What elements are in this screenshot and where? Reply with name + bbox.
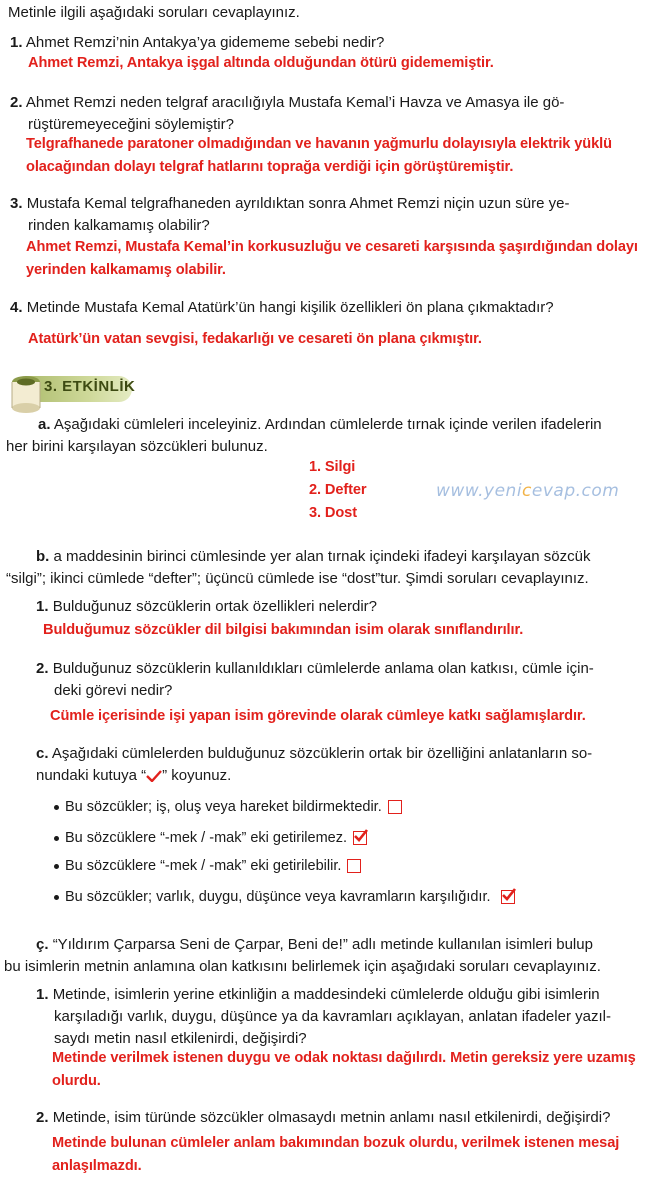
item-text-cont: her birini karşılayan sözcükleri bulunuz. (6, 438, 268, 455)
item-text: a maddesinin birinci cümlesinde yer alan tırnak içindeki ifadeyi karşılayan sözcük (53, 548, 591, 565)
question-text: Ahmet Remzi’nin Antakya’ya gidememe sebebi nedir? (25, 34, 385, 51)
b-answer-1 (43, 619, 523, 642)
item-letter: b. (36, 548, 50, 565)
question-text-cont: rinden kalkamamış olabilir? (28, 217, 210, 234)
answer-line: olurdu. (52, 1073, 101, 1089)
question-text: Mustafa Kemal telgrafhaneden ayrıldıktan sonra Ahmet Remzi niçin uzun süre ye- (26, 195, 570, 212)
question-number: 1. (10, 34, 23, 51)
activity-label: 3. ETKİNLİK (44, 378, 136, 395)
watermark (436, 481, 619, 501)
answer-1 (28, 52, 494, 75)
item-text: Aşağıdaki cümleleri inceleyiniz. Ardından cümlelerde tırnak içinde verilen ifadelerin (53, 416, 602, 433)
answer-line: Ahmet Remzi, Antakya işgal altında olduğundan ötürü gidememiştir. (28, 55, 494, 71)
question-number: 4. (10, 299, 23, 316)
c-option-1 (54, 796, 402, 818)
item-text: “Yıldırım Çarparsa Seni de Çarpar, Beni de!” adlı metinde kullanılan isimleri bulup (52, 936, 593, 953)
intro-text: Metinle ilgili aşağıdaki soruları cevaplayınız. (8, 4, 300, 21)
question-1 (10, 32, 384, 54)
answer-line: Atatürk’ün vatan sevgisi, fedakarlığı ve cesareti ön plana çıkmıştır. (28, 331, 482, 347)
answer-3 (26, 236, 638, 282)
question-text: Metinde, isimlerin yerine etkinliğin a maddesindeki cümlelerde olduğu gibi isimlerin (52, 986, 600, 1003)
question-number: 2. (10, 94, 23, 111)
option-text: Bu sözcüklere “-mek / -mak” eki getirilemez. (65, 830, 348, 846)
item-text-cont: “silgi”; ikinci cümlede “defter”; üçüncü cümlede ise “dost”tur. Şimdi soruları cevaplayınız. (6, 570, 589, 587)
cc-answer-2 (52, 1132, 619, 1178)
answer-item: 2. Defter (309, 482, 367, 498)
option-text: Bu sözcükler; iş, oluş veya hareket bildirmektedir. (65, 799, 382, 815)
item-letter: a. (38, 416, 51, 433)
item-text-end: ” koyunuz. (162, 767, 232, 784)
question-text-cont: karşıladığı varlık, duygu, düşünce ya da kavramları açıklayan, anlatan ifadeler yazıl- (54, 1008, 611, 1025)
c-option-3 (54, 855, 361, 877)
answer-line: Ahmet Remzi, Mustafa Kemal’in korkusuzluğu ve cesareti karşısında şaşırdığından dolayı (26, 239, 638, 255)
question-2 (10, 92, 650, 136)
bullet-icon (54, 805, 59, 810)
answer-line: Telgrafhanede paratoner olmadığından ve havanın yağmurlu dolayısıyla elektrik yüklü (26, 136, 612, 152)
watermark-post: evap.com (531, 481, 620, 501)
option-text: Bu sözcüklere “-mek / -mak” eki getirilebilir. (65, 858, 342, 874)
question-text-cont: rüştüremeyeceğini söylemiştir? (28, 116, 234, 133)
answer-line: yerinden kalkamamış olabilir. (26, 262, 226, 278)
answer-line: olacağından dolayı telgraf hatlarını toprağa verdiği için görüştüremiştir. (26, 159, 514, 175)
answer-line: Metinde bulunan cümleler anlam bakımından bozuk olurdu, verilmek istenen mesaj (52, 1135, 620, 1151)
checkbox-checked[interactable] (353, 831, 367, 845)
activity-c (36, 743, 656, 787)
answer-4 (28, 328, 482, 351)
bullet-icon (54, 836, 59, 841)
activity-badge (6, 370, 154, 414)
c-option-4 (54, 886, 515, 908)
checkmark-icon (146, 770, 162, 782)
item-text: Aşağıdaki cümlelerden bulduğunuz sözcüklerin ortak bir özelliğini anlatanların so- (51, 745, 593, 762)
question-text-cont: saydı metin nasıl etkilenirdi, değişirdi? (54, 1030, 307, 1047)
checkmark-icon (501, 887, 517, 903)
checkmark-icon (353, 828, 369, 844)
question-number: 1. (36, 986, 49, 1003)
bullet-icon (54, 864, 59, 869)
answer-item: 1. Silgi (309, 459, 356, 475)
watermark-hi: c (522, 481, 532, 501)
checkbox-unchecked[interactable] (388, 800, 402, 814)
question-number: 3. (10, 195, 23, 212)
bullet-icon (54, 895, 59, 900)
answer-2 (26, 133, 612, 179)
answer-line: Bulduğumuz sözcükler dil bilgisi bakımından isim olarak sınıflandırılır. (43, 622, 524, 638)
item-text-cont: nundaki kutuya “ (36, 767, 147, 784)
question-number: 2. (36, 660, 49, 677)
checkbox-unchecked[interactable] (347, 859, 361, 873)
cc-answer-1 (52, 1047, 636, 1093)
question-text: Metinde, isim türünde sözcükler olmasaydı metnin anlamı nasıl etkilenirdi, değişirdi? (52, 1109, 611, 1126)
question-text-cont: deki görevi nedir? (54, 682, 173, 699)
b-question-1 (36, 596, 377, 618)
answer-line: Metinde verilmek istenen duygu ve odak noktası dağılırdı. Metin gereksiz yere uzamış (52, 1050, 636, 1066)
question-number: 1. (36, 598, 49, 615)
answer-item: 3. Dost (309, 505, 357, 521)
c-option-2 (54, 827, 367, 849)
checkbox-checked[interactable] (501, 890, 515, 904)
cc-question-1 (36, 984, 656, 1050)
watermark-pre: www.yeni (436, 481, 523, 501)
item-letter: ç. (36, 936, 49, 953)
question-text: Metinde Mustafa Kemal Atatürk’ün hangi kişilik özellikleri ön plana çıkmaktadır? (26, 299, 554, 316)
answer-line: Cümle içerisinde işi yapan isim görevinde olarak cümleye katkı sağlamışlardır. (50, 708, 586, 724)
question-3 (10, 193, 650, 237)
cc-question-2 (36, 1107, 610, 1129)
b-question-2 (36, 658, 656, 702)
option-text: Bu sözcükler; varlık, duygu, düşünce veya kavramların karşılığıdır. (65, 889, 491, 905)
activity-a (6, 414, 656, 458)
question-number: 2. (36, 1109, 49, 1126)
activity-cc (4, 934, 659, 978)
answer-line: anlaşılmazdı. (52, 1158, 142, 1174)
item-text-cont: bu isimlerin metnin anlamına olan katkısını belirlemek için aşağıdaki soruları cevaplayınız. (4, 958, 601, 975)
question-text: Bulduğunuz sözcüklerin kullanıldıkları cümlelerde anlama olan katkısı, cümle için- (52, 660, 594, 677)
question-text: Bulduğunuz sözcüklerin ortak özellikleri nelerdir? (52, 598, 378, 615)
item-letter: c. (36, 745, 49, 762)
question-text: Ahmet Remzi neden telgraf aracılığıyla Mustafa Kemal’i Havza ve Amasya ile gö- (25, 94, 565, 111)
b-answer-2 (50, 705, 586, 728)
activity-b (6, 546, 656, 590)
question-4 (10, 297, 554, 319)
answer-a-list (309, 456, 367, 525)
